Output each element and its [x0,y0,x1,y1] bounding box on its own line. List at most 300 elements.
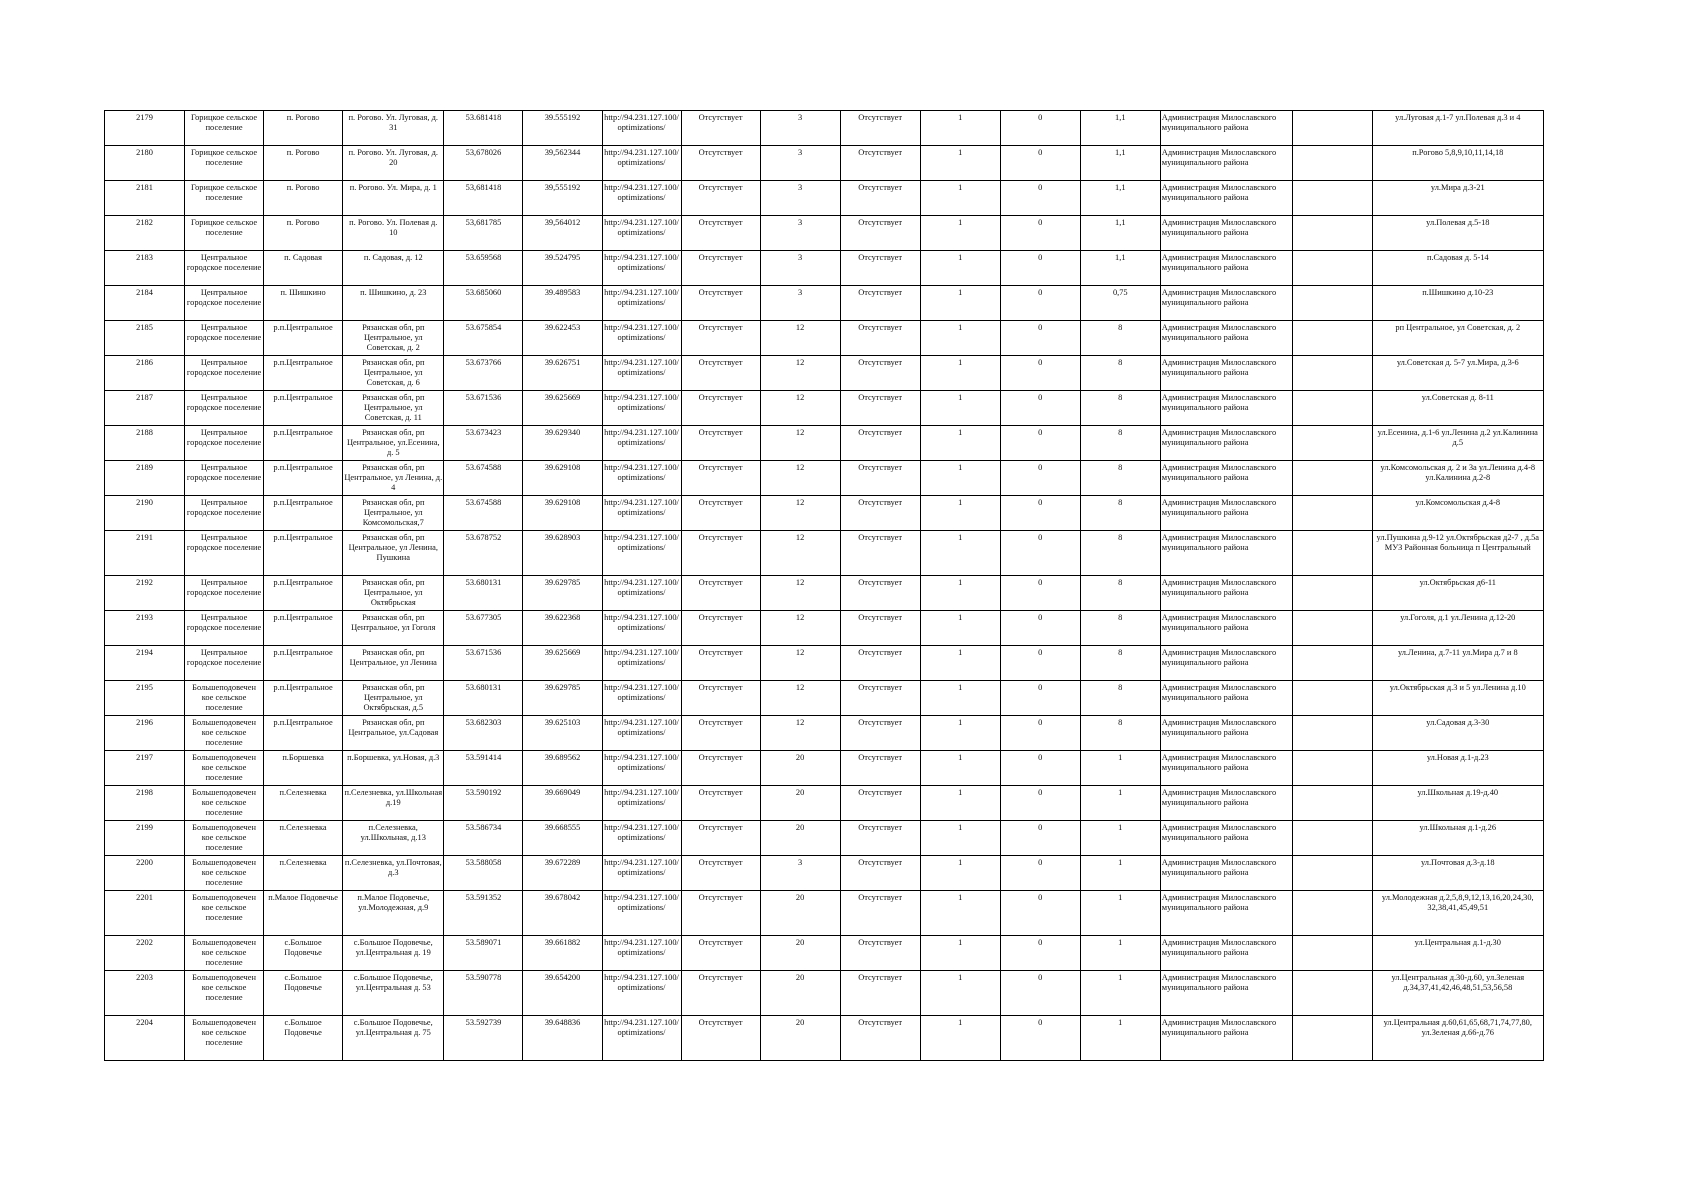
cell-locality: п.Боршевка [264,751,343,786]
table-row [105,856,1544,891]
cell-count-a: 1 [920,251,1000,286]
cell-settlement: Большеподовечен кое сельское поселение [185,751,264,786]
cell-longitude: 39.689562 [523,751,602,786]
cell-row-number: 2188 [105,426,185,461]
cell-volume: 8 [1080,716,1160,751]
cell-info: Отсутствует [681,181,760,216]
cell-count-b: 0 [1000,821,1080,856]
cell-address: Рязанская обл, рп Центральное, ул Октябрьская, д.5 [343,681,444,716]
cell-owner: Администрация Милославского муниципального района [1160,496,1292,531]
cell-capacity: 20 [760,936,840,971]
cell-note [1292,216,1372,251]
cell-note [1292,356,1372,391]
cell-count-b: 0 [1000,611,1080,646]
cell-info: Отсутствует [681,111,760,146]
cell-served-addresses: ул.Садовая д.3-30 [1372,716,1543,751]
cell-longitude: 39.489583 [523,286,602,321]
cell-locality: с.Большое Подовечье [264,936,343,971]
cell-row-number: 2185 [105,321,185,356]
cell-owner: Администрация Милославского муниципального района [1160,681,1292,716]
cell-row-number: 2183 [105,251,185,286]
cell-locality: р.п.Центральное [264,531,343,576]
cell-longitude: 39,555192 [523,181,602,216]
table-row [105,531,1544,576]
cell-count-b: 0 [1000,251,1080,286]
cell-note [1292,1016,1372,1061]
cell-note [1292,461,1372,496]
cell-count-b: 0 [1000,531,1080,576]
cell-served-addresses: ул.Гоголя, д.1 ул.Ленина д.12-20 [1372,611,1543,646]
table-row [105,681,1544,716]
table-row [105,716,1544,751]
cell-latitude: 53,681418 [444,181,523,216]
cell-served-addresses: ул.Полевая д.5-18 [1372,216,1543,251]
cell-owner: Администрация Милославского муниципального района [1160,461,1292,496]
cell-latitude: 53.592739 [444,1016,523,1061]
cell-row-number: 2204 [105,1016,185,1061]
cell-latitude: 53.675854 [444,321,523,356]
cell-latitude: 53.586734 [444,821,523,856]
cell-latitude: 53,678026 [444,146,523,181]
table-row [105,251,1544,286]
cell-settlement: Центральное городское поселение [185,576,264,611]
cell-address: с.Большое Подовечье, ул.Центральная д. 75 [343,1016,444,1061]
cell-row-number: 2199 [105,821,185,856]
cell-volume: 8 [1080,681,1160,716]
cell-status: Отсутствует [840,856,920,891]
cell-longitude: 39.555192 [523,111,602,146]
cell-row-number: 2190 [105,496,185,531]
cell-latitude: 53.591414 [444,751,523,786]
cell-count-a: 1 [920,891,1000,936]
cell-note [1292,751,1372,786]
cell-note [1292,716,1372,751]
cell-link[interactable]: http://94.231.127.100/optimizations/ [602,936,681,971]
cell-row-number: 2184 [105,286,185,321]
cell-locality: р.п.Центральное [264,496,343,531]
cell-locality: п. Рогово [264,216,343,251]
cell-link[interactable]: http://94.231.127.100/optimizations/ [602,786,681,821]
cell-count-b: 0 [1000,461,1080,496]
cell-owner: Администрация Милославского муниципального района [1160,716,1292,751]
cell-volume: 8 [1080,356,1160,391]
cell-capacity: 20 [760,821,840,856]
cell-address: п. Рогово. Ул. Полевая д. 10 [343,216,444,251]
cell-note [1292,181,1372,216]
cell-info: Отсутствует [681,531,760,576]
cell-owner: Администрация Милославского муниципального района [1160,531,1292,576]
cell-info: Отсутствует [681,146,760,181]
table-row [105,216,1544,251]
cell-address: п. Рогово. Ул. Мира, д. 1 [343,181,444,216]
cell-status: Отсутствует [840,216,920,251]
cell-note [1292,111,1372,146]
cell-volume: 8 [1080,391,1160,426]
cell-longitude: 39.524795 [523,251,602,286]
cell-link[interactable]: http://94.231.127.100/optimizations/ [602,321,681,356]
cell-settlement: Горицкое сельское поселение [185,181,264,216]
cell-locality: п. Рогово [264,146,343,181]
cell-count-b: 0 [1000,646,1080,681]
cell-count-b: 0 [1000,146,1080,181]
cell-settlement: Центральное городское поселение [185,286,264,321]
table-row [105,821,1544,856]
cell-count-b: 0 [1000,681,1080,716]
cell-link[interactable]: http://94.231.127.100/optimizations/ [602,181,681,216]
cell-count-b: 0 [1000,891,1080,936]
cell-capacity: 20 [760,786,840,821]
cell-longitude: 39.672289 [523,856,602,891]
cell-info: Отсутствует [681,936,760,971]
cell-capacity: 12 [760,426,840,461]
cell-volume: 8 [1080,531,1160,576]
cell-row-number: 2197 [105,751,185,786]
cell-count-a: 1 [920,936,1000,971]
cell-locality: р.п.Центральное [264,426,343,461]
cell-longitude: 39.629108 [523,496,602,531]
cell-count-a: 1 [920,321,1000,356]
cell-status: Отсутствует [840,646,920,681]
cell-owner: Администрация Милославского муниципального района [1160,1016,1292,1061]
cell-locality: р.п.Центральное [264,576,343,611]
cell-owner: Администрация Милославского муниципального района [1160,821,1292,856]
cell-count-b: 0 [1000,426,1080,461]
cell-locality: р.п.Центральное [264,611,343,646]
cell-settlement: Большеподовечен кое сельское поселение [185,681,264,716]
cell-served-addresses: п.Садовая д. 5-14 [1372,251,1543,286]
cell-link[interactable]: http://94.231.127.100/optimizations/ [602,1016,681,1061]
cell-latitude: 53.590192 [444,786,523,821]
cell-info: Отсутствует [681,251,760,286]
cell-status: Отсутствует [840,891,920,936]
cell-locality: п.Селезневка [264,786,343,821]
cell-note [1292,321,1372,356]
cell-address: п.Боршевка, ул.Новая, д.3 [343,751,444,786]
cell-settlement: Большеподовечен кое сельское поселение [185,1016,264,1061]
cell-count-a: 1 [920,611,1000,646]
cell-count-a: 1 [920,716,1000,751]
cell-address: с.Большое Подовечье, ул.Центральная д. 53 [343,971,444,1016]
cell-settlement: Центральное городское поселение [185,611,264,646]
cell-served-addresses: ул.Комсомольская д.4-8 [1372,496,1543,531]
cell-longitude: 39.629108 [523,461,602,496]
cell-address: Рязанская обл, рп Центральное, ул Ленина, Пушкина [343,531,444,576]
cell-capacity: 12 [760,321,840,356]
cell-settlement: Центральное городское поселение [185,531,264,576]
cell-link[interactable]: http://94.231.127.100/optimizations/ [602,891,681,936]
cell-link[interactable]: http://94.231.127.100/optimizations/ [602,716,681,751]
cell-note [1292,611,1372,646]
cell-locality: п. Рогово [264,181,343,216]
cell-served-addresses: ул.Советская д. 8-11 [1372,391,1543,426]
cell-link[interactable]: http://94.231.127.100/optimizations/ [602,751,681,786]
cell-settlement: Центральное городское поселение [185,496,264,531]
cell-owner: Администрация Милославского муниципального района [1160,971,1292,1016]
cell-address: Рязанская обл, рп Центральное, ул Комсомольская,7 [343,496,444,531]
cell-row-number: 2193 [105,611,185,646]
cell-count-b: 0 [1000,936,1080,971]
cell-longitude: 39,562344 [523,146,602,181]
cell-row-number: 2191 [105,531,185,576]
cell-capacity: 12 [760,531,840,576]
cell-status: Отсутствует [840,971,920,1016]
cell-capacity: 12 [760,391,840,426]
cell-volume: 0,75 [1080,286,1160,321]
cell-count-b: 0 [1000,1016,1080,1061]
cell-volume: 1,1 [1080,251,1160,286]
cell-count-b: 0 [1000,971,1080,1016]
cell-row-number: 2187 [105,391,185,426]
table-row [105,751,1544,786]
cell-settlement: Большеподовечен кое сельское поселение [185,716,264,751]
cell-capacity: 12 [760,356,840,391]
cell-address: Рязанская обл, рп Центральное, ул.Есенина, д. 5 [343,426,444,461]
cell-volume: 1 [1080,751,1160,786]
cell-status: Отсутствует [840,576,920,611]
cell-served-addresses: ул.Новая д.1-д.23 [1372,751,1543,786]
cell-status: Отсутствует [840,1016,920,1061]
cell-latitude: 53.685060 [444,286,523,321]
cell-volume: 1,1 [1080,216,1160,251]
cell-locality: п. Шишкино [264,286,343,321]
cell-link[interactable]: http://94.231.127.100/optimizations/ [602,391,681,426]
cell-count-b: 0 [1000,111,1080,146]
cell-link[interactable]: http://94.231.127.100/optimizations/ [602,461,681,496]
cell-capacity: 20 [760,971,840,1016]
cell-link[interactable]: http://94.231.127.100/optimizations/ [602,216,681,251]
cell-longitude: 39.622368 [523,611,602,646]
cell-note [1292,576,1372,611]
table-row [105,321,1544,356]
cell-info: Отсутствует [681,971,760,1016]
cell-count-b: 0 [1000,856,1080,891]
table-row [105,286,1544,321]
cell-link[interactable]: http://94.231.127.100/optimizations/ [602,821,681,856]
cell-address: п. Рогово. Ул. Луговая, д. 20 [343,146,444,181]
cell-row-number: 2189 [105,461,185,496]
cell-latitude: 53.673766 [444,356,523,391]
cell-count-a: 1 [920,146,1000,181]
cell-info: Отсутствует [681,891,760,936]
cell-longitude: 39.678042 [523,891,602,936]
cell-locality: п. Рогово [264,111,343,146]
cell-link[interactable]: http://94.231.127.100/optimizations/ [602,251,681,286]
cell-address: п.Малое Подовечье, ул.Молодежная, д.9 [343,891,444,936]
cell-address: Рязанская обл, рп Центральное, ул Советская, д. 2 [343,321,444,356]
cell-status: Отсутствует [840,716,920,751]
cell-note [1292,146,1372,181]
cell-owner: Администрация Милославского муниципального района [1160,181,1292,216]
cell-capacity: 3 [760,286,840,321]
cell-status: Отсутствует [840,391,920,426]
table-row [105,426,1544,461]
cell-count-a: 1 [920,751,1000,786]
cell-latitude: 53.671536 [444,646,523,681]
cell-volume: 8 [1080,426,1160,461]
cell-address: Рязанская обл, рп Центральное, ул Ленина [343,646,444,681]
cell-served-addresses: ул.Центральная д.1-д.30 [1372,936,1543,971]
cell-served-addresses: рп Центральное, ул Советская, д. 2 [1372,321,1543,356]
cell-owner: Администрация Милославского муниципального района [1160,576,1292,611]
cell-status: Отсутствует [840,251,920,286]
cell-link[interactable]: http://94.231.127.100/optimizations/ [602,576,681,611]
cell-owner: Администрация Милославского муниципального района [1160,426,1292,461]
cell-link[interactable]: http://94.231.127.100/optimizations/ [602,146,681,181]
cell-count-b: 0 [1000,391,1080,426]
cell-row-number: 2194 [105,646,185,681]
cell-row-number: 2186 [105,356,185,391]
cell-volume: 8 [1080,646,1160,681]
cell-link[interactable]: http://94.231.127.100/optimizations/ [602,286,681,321]
cell-note [1292,391,1372,426]
cell-served-addresses: ул.Центральная д.60,61,65,68,71,74,77,80, ул.Зеленая д.66-д.76 [1372,1016,1543,1061]
cell-count-a: 1 [920,646,1000,681]
cell-note [1292,786,1372,821]
table-row [105,391,1544,426]
cell-row-number: 2192 [105,576,185,611]
cell-served-addresses: ул.Советская д. 5-7 ул.Мира, д.3-6 [1372,356,1543,391]
cell-served-addresses: ул.Октябрьская д.3 и 5 ул.Ленина д.10 [1372,681,1543,716]
cell-link[interactable]: http://94.231.127.100/optimizations/ [602,971,681,1016]
cell-count-a: 1 [920,181,1000,216]
cell-longitude: 39.654200 [523,971,602,1016]
cell-count-a: 1 [920,971,1000,1016]
cell-status: Отсутствует [840,111,920,146]
cell-owner: Администрация Милославского муниципального района [1160,856,1292,891]
cell-note [1292,426,1372,461]
cell-status: Отсутствует [840,286,920,321]
cell-address: п. Шишкино, д. 23 [343,286,444,321]
cell-link[interactable]: http://94.231.127.100/optimizations/ [602,426,681,461]
cell-link[interactable]: http://94.231.127.100/optimizations/ [602,356,681,391]
cell-address: п. Рогово. Ул. Луговая, д. 31 [343,111,444,146]
cell-volume: 8 [1080,496,1160,531]
cell-link[interactable]: http://94.231.127.100/optimizations/ [602,646,681,681]
cell-count-b: 0 [1000,786,1080,821]
cell-longitude: 39.625669 [523,391,602,426]
table-body [105,111,1544,1061]
cell-address: п.Селезневка, ул.Школьная д.19 [343,786,444,821]
cell-status: Отсутствует [840,496,920,531]
cell-count-a: 1 [920,681,1000,716]
cell-settlement: Большеподовечен кое сельское поселение [185,891,264,936]
cell-link[interactable]: http://94.231.127.100/optimizations/ [602,531,681,576]
cell-capacity: 3 [760,181,840,216]
cell-longitude: 39.661882 [523,936,602,971]
cell-status: Отсутствует [840,611,920,646]
registry-table [104,110,1544,1061]
cell-address: Рязанская обл, рп Центральное, ул Ленина, д. 4 [343,461,444,496]
cell-address: с.Большое Подовечье, ул.Центральная д. 19 [343,936,444,971]
table-row [105,646,1544,681]
cell-settlement: Центральное городское поселение [185,461,264,496]
cell-count-b: 0 [1000,751,1080,786]
cell-capacity: 3 [760,111,840,146]
cell-note [1292,936,1372,971]
cell-volume: 1,1 [1080,146,1160,181]
cell-status: Отсутствует [840,531,920,576]
cell-note [1292,971,1372,1016]
cell-info: Отсутствует [681,321,760,356]
cell-count-a: 1 [920,461,1000,496]
cell-locality: р.п.Центральное [264,356,343,391]
cell-status: Отсутствует [840,461,920,496]
cell-row-number: 2179 [105,111,185,146]
cell-longitude: 39,564012 [523,216,602,251]
cell-row-number: 2202 [105,936,185,971]
cell-link[interactable]: http://94.231.127.100/optimizations/ [602,111,681,146]
cell-note [1292,681,1372,716]
cell-owner: Администрация Милославского муниципального района [1160,321,1292,356]
table-row [105,146,1544,181]
cell-capacity: 12 [760,681,840,716]
cell-row-number: 2181 [105,181,185,216]
cell-row-number: 2198 [105,786,185,821]
cell-longitude: 39.648836 [523,1016,602,1061]
cell-settlement: Центральное городское поселение [185,646,264,681]
cell-settlement: Центральное городское поселение [185,426,264,461]
cell-note [1292,531,1372,576]
cell-count-b: 0 [1000,496,1080,531]
cell-owner: Администрация Милославского муниципального района [1160,751,1292,786]
cell-owner: Администрация Милославского муниципального района [1160,286,1292,321]
cell-owner: Администрация Милославского муниципального района [1160,111,1292,146]
cell-longitude: 39.669049 [523,786,602,821]
cell-info: Отсутствует [681,216,760,251]
cell-info: Отсутствует [681,1016,760,1061]
cell-volume: 8 [1080,321,1160,356]
cell-info: Отсутствует [681,716,760,751]
cell-volume: 1,1 [1080,111,1160,146]
cell-locality: п.Селезневка [264,821,343,856]
cell-owner: Администрация Милославского муниципального района [1160,216,1292,251]
cell-latitude: 53.591352 [444,891,523,936]
cell-count-b: 0 [1000,356,1080,391]
cell-latitude: 53.682303 [444,716,523,751]
cell-latitude: 53.677305 [444,611,523,646]
cell-info: Отсутствует [681,611,760,646]
cell-latitude: 53.680131 [444,576,523,611]
cell-served-addresses: ул.Мира д.3-21 [1372,181,1543,216]
table-row [105,496,1544,531]
cell-latitude: 53.590778 [444,971,523,1016]
cell-capacity: 20 [760,891,840,936]
cell-count-a: 1 [920,391,1000,426]
cell-count-a: 1 [920,856,1000,891]
cell-link[interactable]: http://94.231.127.100/optimizations/ [602,496,681,531]
cell-settlement: Горицкое сельское поселение [185,146,264,181]
cell-status: Отсутствует [840,751,920,786]
cell-status: Отсутствует [840,821,920,856]
cell-volume: 1 [1080,971,1160,1016]
cell-locality: р.п.Центральное [264,321,343,356]
cell-locality: р.п.Центральное [264,681,343,716]
cell-note [1292,856,1372,891]
cell-count-a: 1 [920,1016,1000,1061]
cell-count-a: 1 [920,111,1000,146]
cell-address: п. Садовая, д. 12 [343,251,444,286]
cell-longitude: 39.629785 [523,576,602,611]
cell-link[interactable]: http://94.231.127.100/optimizations/ [602,611,681,646]
cell-locality: р.п.Центральное [264,646,343,681]
cell-address: Рязанская обл, рп Центральное, ул Советская, д. 6 [343,356,444,391]
cell-capacity: 20 [760,751,840,786]
table-row [105,971,1544,1016]
cell-info: Отсутствует [681,821,760,856]
cell-note [1292,646,1372,681]
cell-link[interactable]: http://94.231.127.100/optimizations/ [602,681,681,716]
cell-link[interactable]: http://94.231.127.100/optimizations/ [602,856,681,891]
